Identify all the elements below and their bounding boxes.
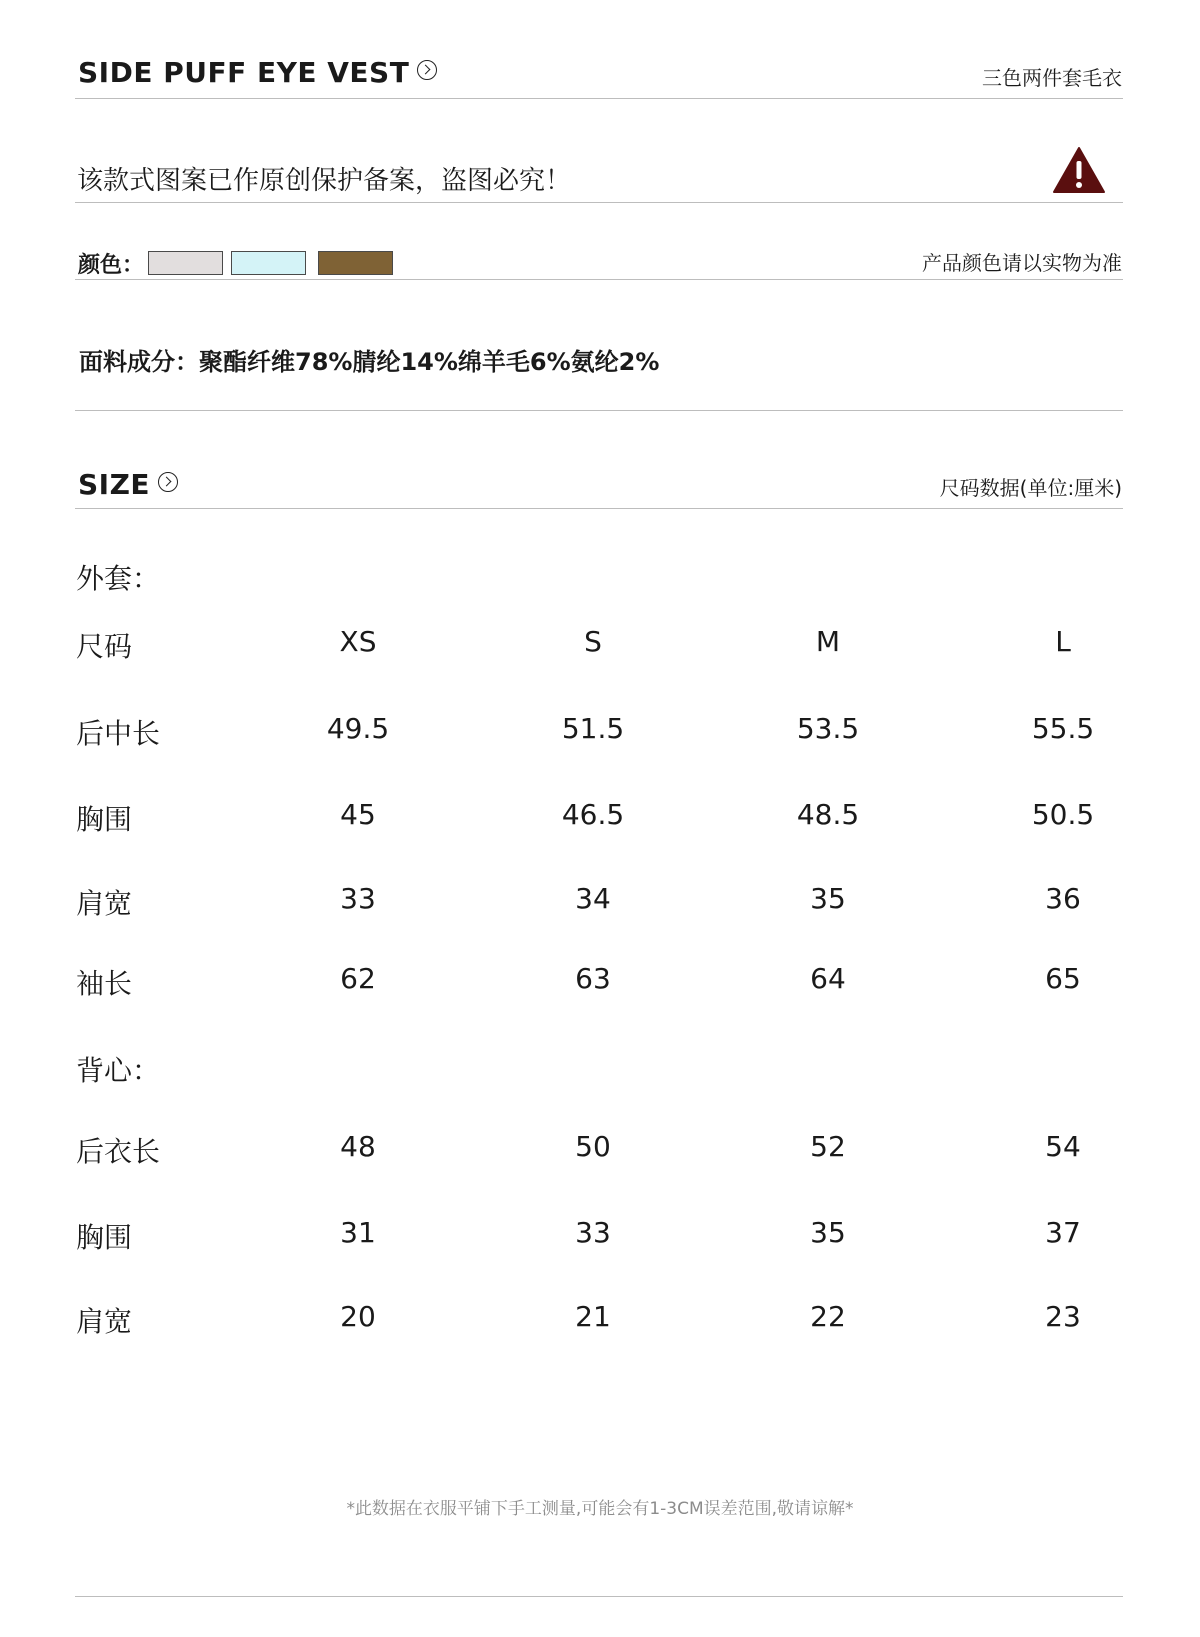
chevron-right-circle-icon — [417, 60, 437, 80]
table-row-label: 胸围 — [76, 1221, 133, 1254]
table-cell: 35 — [810, 1216, 846, 1249]
product-title-text: SIDE PUFF EYE VEST — [78, 56, 410, 89]
table-cell: 23 — [1045, 1300, 1081, 1333]
product-subtitle: 三色两件套毛衣 — [982, 66, 1122, 90]
table-cell: 63 — [575, 962, 611, 995]
table-cell: 21 — [575, 1300, 611, 1333]
table-header-cell: XS — [339, 625, 377, 658]
table-cell: 53.5 — [796, 712, 860, 745]
table-row-label: 后衣长 — [76, 1135, 161, 1168]
vest-section-label: 背心： — [76, 1054, 161, 1087]
table-cell: 65 — [1045, 962, 1081, 995]
table-row-label: 胸围 — [76, 803, 133, 836]
chevron-right-circle-icon — [158, 472, 178, 492]
color-swatch-light-blue — [231, 251, 306, 275]
table-cell: 48 — [340, 1130, 376, 1163]
divider — [75, 202, 1123, 203]
table-cell: 36 — [1045, 882, 1081, 915]
table-header-cell: 尺码 — [76, 630, 133, 663]
table-cell: 64 — [810, 962, 846, 995]
table-cell: 46.5 — [561, 798, 625, 831]
table-cell: 35 — [810, 882, 846, 915]
table-row-label: 袖长 — [76, 967, 133, 1000]
table-cell: 34 — [575, 882, 611, 915]
table-cell: 31 — [340, 1216, 376, 1249]
table-cell: 20 — [340, 1300, 376, 1333]
product-title — [78, 56, 437, 89]
table-cell: 55.5 — [1031, 712, 1095, 745]
table-header-cell: M — [815, 625, 841, 658]
divider — [75, 279, 1123, 280]
table-cell: 22 — [810, 1300, 846, 1333]
table-cell: 51.5 — [561, 712, 625, 745]
table-row-label: 肩宽 — [76, 1305, 133, 1338]
table-row-label: 后中长 — [76, 717, 161, 750]
color-swatch-brown — [318, 251, 393, 275]
table-row-label: 肩宽 — [76, 887, 133, 920]
table-cell: 62 — [340, 962, 376, 995]
table-cell: 45 — [340, 798, 376, 831]
table-cell: 50 — [575, 1130, 611, 1163]
table-cell: 52 — [810, 1130, 846, 1163]
table-cell: 48.5 — [796, 798, 860, 831]
size-title — [78, 468, 178, 501]
table-cell: 33 — [340, 882, 376, 915]
warning-icon — [1052, 146, 1106, 194]
measurement-footnote: *此数据在衣服平铺下手工测量,可能会有1-3CM误差范围,敬请谅解* — [346, 1499, 854, 1519]
size-unit-note: 尺码数据(单位:厘米) — [939, 476, 1122, 500]
divider — [75, 410, 1123, 411]
divider — [75, 1596, 1123, 1597]
size-title-text: SIZE — [78, 468, 151, 501]
color-label: 颜色： — [78, 253, 145, 278]
color-swatch-light-gray — [148, 251, 223, 275]
table-header-cell: S — [584, 625, 602, 658]
table-cell: 49.5 — [326, 712, 390, 745]
table-cell: 50.5 — [1031, 798, 1095, 831]
divider — [75, 98, 1123, 99]
divider — [75, 508, 1123, 509]
copyright-notice: 该款式图案已作原创保护备案，盗图必究！ — [77, 166, 572, 196]
table-cell: 33 — [575, 1216, 611, 1249]
table-header-cell: L — [1055, 625, 1071, 658]
table-cell: 54 — [1045, 1130, 1081, 1163]
table-cell: 37 — [1045, 1216, 1081, 1249]
fabric-composition: 面料成分：聚酯纤维78%腈纶14%绵羊毛6%氨纶2% — [79, 348, 660, 376]
color-note: 产品颜色请以实物为准 — [922, 251, 1122, 275]
coat-section-label: 外套： — [76, 562, 161, 595]
